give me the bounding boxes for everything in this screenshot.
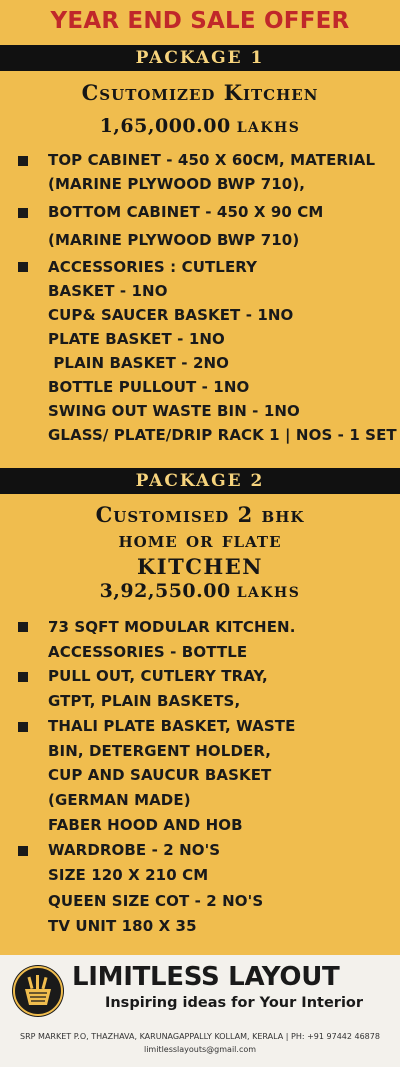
package-2-bar: PACKAGE 2 [0,468,400,494]
package-1-line: PLAIN BASKET - 2NO [48,354,229,372]
package-1-line: SWING OUT WASTE BIN - 1NO [48,402,300,420]
address: SRP MARKET P.O, THAZHAVA, KARUNAGAPPALLY KOLLAM, KERALA | PH: +91 97442 46878 [20,1032,380,1041]
package-1-price-value: 1,65,000.00 [99,115,231,137]
package-1-line: ACCESSORIES : CUTLERY [48,258,258,276]
package-1-bar: PACKAGE 1 [0,45,400,71]
package-2-line: BIN, DETERGENT HOLDER, [48,742,272,760]
package-2-price [0,580,400,602]
footer [0,955,400,1067]
package-1-price-unit: LAKHS [236,120,301,136]
package-2-line: GTPT, PLAIN BASKETS, [48,692,241,710]
package-2-price-value: 3,92,550.00 [99,580,231,602]
package-1-line: BOTTOM CABINET - 450 X 90 CM [48,203,324,221]
brand-name: LIMITLESS LAYOUT [72,962,340,992]
package-1-title: Csutomized Kitchen [81,80,319,105]
package-2-line: 73 SQFT MODULAR KITCHEN. [48,618,296,636]
package-2-line: (GERMAN MADE) [48,791,191,809]
package-1-line: (MARINE PLYWOOD BWP 710) [48,231,300,249]
package-2-line: QUEEN SIZE COT - 2 NO'S [48,892,264,910]
bullet-icon [18,156,28,166]
bullet-icon [18,622,28,632]
package-1-line: (MARINE PLYWOOD BWP 710), [48,175,306,193]
package-2-line: ACCESSORIES - BOTTLE [48,643,248,661]
package-2-title: Customised 2 bhk [95,502,305,527]
bullet-icon [18,262,28,272]
package-2-line: TV UNIT 180 X 35 [48,917,197,935]
package-1-line: BOTTLE PULLOUT - 1NO [48,378,250,396]
headline: YEAR END SALE OFFER [50,8,350,34]
package-2-line: CUP AND SAUCUR BASKET [48,766,272,784]
tagline: Inspiring ideas for Your Interior [104,995,364,1011]
email: limitlesslayouts@gmail.com [143,1045,257,1054]
package-1-line: CUP& SAUCER BASKET - 1NO [48,306,294,324]
package-2-line: PULL OUT, CUTLERY TRAY, [48,667,268,685]
package-1-line: GLASS/ PLATE/DRIP RACK 1 | NOS - 1 SET [48,426,397,444]
package-2-line: WARDROBE - 2 NO'S [48,841,221,859]
basket-logo-icon [12,965,64,1017]
package-2-line: FABER HOOD AND HOB [48,816,243,834]
package-1-line: BASKET - 1NO [48,282,168,300]
package-1-line: PLATE BASKET - 1NO [48,330,225,348]
bullet-icon [18,846,28,856]
package-2-title: KITCHEN [137,554,263,579]
package-2-price-unit: LAKHS [236,585,301,601]
package-1-price [0,115,400,137]
package-2-line: SIZE 120 X 210 CM [48,866,209,884]
package-1-line: TOP CABINET - 450 X 60CM, MATERIAL [48,151,376,169]
package-2-title: home or flate [118,527,282,552]
bullet-icon [18,208,28,218]
logo-icon [12,965,64,1017]
bullet-icon [18,722,28,732]
bullet-icon [18,672,28,682]
package-2-line: THALI PLATE BASKET, WASTE [48,717,296,735]
